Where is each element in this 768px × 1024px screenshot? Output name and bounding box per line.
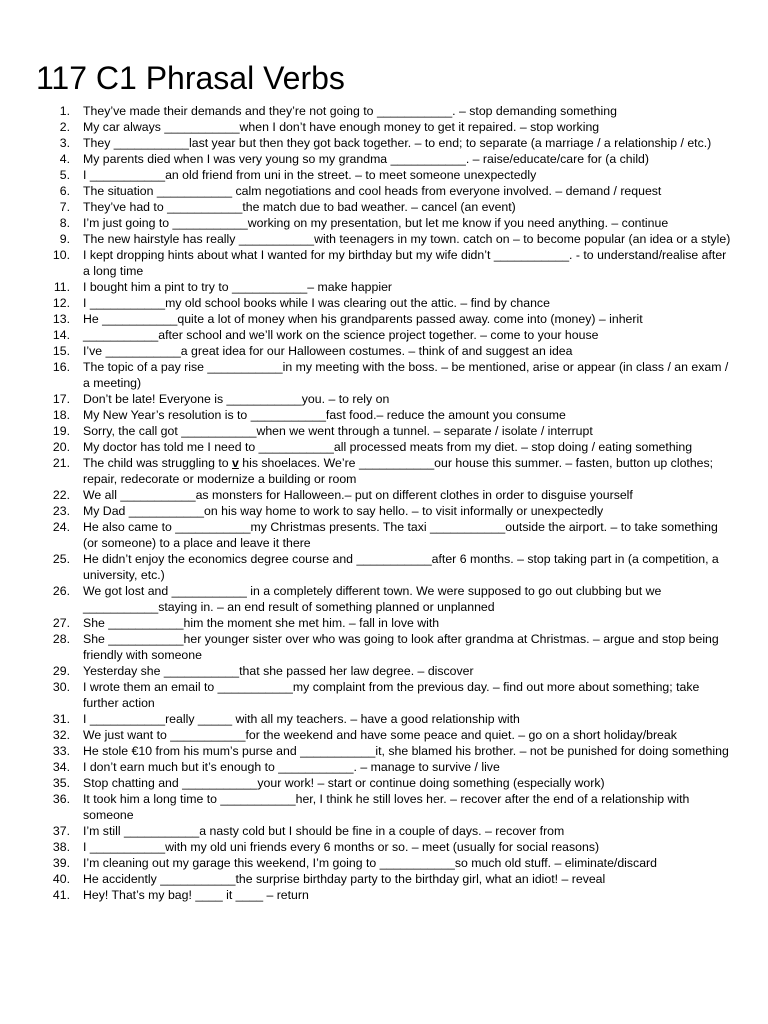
item-number: 30. — [52, 680, 70, 694]
item-number: 12. — [52, 296, 70, 310]
item-text: The child was struggling to v his shoelaces. We’re ___________our house this summer. – fasten, button up clothes; repair, redecorate or modernize a building or room — [83, 456, 714, 486]
item-number: 6. — [59, 184, 70, 198]
answer-blank: ___________ — [493, 248, 570, 262]
answer-blank: ___________ — [182, 776, 258, 790]
item-text: I don’t earn much but it’s enough to ___________. – manage to survive / live — [83, 760, 500, 774]
item-text: Stop chatting and ___________your work! – start or continue doing something (especially work) — [83, 776, 605, 790]
item-number: 27. — [52, 616, 70, 630]
item-number: 41. — [52, 888, 70, 902]
item-number: 35. — [52, 776, 70, 790]
answer-blank: ___________ — [207, 360, 283, 374]
item-text: Sorry, the call got ___________when we went through a tunnel. – separate / isolate / interrupt — [83, 424, 593, 438]
answer-blank: ___________ — [124, 824, 200, 838]
answer-blank: ___________ — [108, 616, 184, 630]
answer-blank: ___________ — [217, 680, 293, 694]
exercise-item — [46, 583, 736, 615]
item-number: 13. — [52, 312, 70, 326]
exercise-item — [46, 855, 736, 871]
underlined-letter: v — [232, 456, 239, 470]
item-text: I’m cleaning out my garage this weekend, I’m going to ___________so much old stuff. – eliminate/discard — [83, 856, 657, 870]
item-text: Hey! That’s my bag! ____ it ____ – return — [83, 888, 309, 902]
answer-blank: ___________ — [156, 184, 233, 198]
item-text: He accidently ___________the surprise birthday party to the birthday girl, what an idiot! – reveal — [83, 872, 606, 886]
item-text: He also came to ___________my Christmas presents. The taxi ___________outside the airport. – to take something (or someone) to a place and leave it there — [83, 520, 718, 550]
item-number: 23. — [52, 504, 70, 518]
item-text: They ___________last year but then they got back together. – to end; to separate (a marriage / a relationship / etc.) — [83, 136, 712, 150]
answer-blank: ___________ — [390, 152, 466, 166]
exercise-item — [46, 887, 736, 903]
item-number: 10. — [52, 248, 70, 262]
item-number: 7. — [59, 200, 70, 214]
item-number: 28. — [52, 632, 70, 646]
item-number: 19. — [52, 424, 70, 438]
exercise-item — [46, 503, 736, 519]
answer-blank: ___________ — [238, 232, 315, 246]
exercise-item — [46, 743, 736, 759]
item-number: 21. — [52, 456, 70, 470]
item-text: I ___________an old friend from uni in the street. – to meet someone unexpectedly — [83, 168, 537, 182]
answer-blank: ___________ — [89, 712, 166, 726]
exercise-item — [46, 103, 736, 119]
item-number: 38. — [52, 840, 70, 854]
exercise-item — [46, 823, 736, 839]
item-number: 34. — [52, 760, 70, 774]
answer-blank: ____ — [235, 888, 264, 902]
item-text: I ___________my old school books while I was clearing out the attic. – find by chance — [83, 296, 550, 310]
exercise-item — [46, 455, 736, 487]
item-text: He ___________quite a lot of money when his grandparents passed away. come into (money) – inherit — [83, 312, 643, 326]
exercise-list — [46, 103, 736, 903]
item-number: 29. — [52, 664, 70, 678]
item-number: 17. — [52, 392, 70, 406]
item-text: She ___________him the moment she met him. – fall in love with — [83, 616, 440, 630]
exercise-item — [46, 247, 736, 279]
exercise-item — [46, 663, 736, 679]
exercise-item — [46, 759, 736, 775]
answer-blank: ___________ — [376, 104, 453, 118]
item-text: I’m still ___________a nasty cold but I should be fine in a couple of days. – recover from — [83, 824, 565, 838]
exercise-item — [46, 839, 736, 855]
exercise-item — [46, 775, 736, 791]
item-text: My parents died when I was very young so my grandma ___________. – raise/educate/care for (a child) — [83, 152, 649, 166]
answer-blank: ___________ — [226, 392, 302, 406]
exercise-item — [46, 199, 736, 215]
answer-blank: ___________ — [181, 424, 257, 438]
page-title: 117 C1 Phrasal Verbs — [36, 60, 345, 96]
item-text: ___________after school and we’ll work on the science project together. – come to your house — [83, 328, 599, 342]
item-text: Don’t be late! Everyone is ___________you. – to rely on — [83, 392, 390, 406]
item-text: The new hairstyle has really ___________with teenagers in my town. catch on – to become popular (an idea or a style) — [83, 232, 731, 246]
exercise-item — [46, 487, 736, 503]
exercise-item — [46, 183, 736, 199]
item-number: 26. — [52, 584, 70, 598]
answer-blank: ___________ — [89, 168, 166, 182]
exercise-item — [46, 727, 736, 743]
item-text: We all ___________as monsters for Halloween.– put on different clothes in order to disguise yourself — [83, 488, 633, 502]
item-text: The topic of a pay rise ___________in my meeting with the boss. – be mentioned, arise or appear (in class / an exam / a meeting) — [83, 360, 729, 390]
item-text: Yesterday she ___________that she passed her law degree. – discover — [83, 664, 474, 678]
answer-blank: ___________ — [220, 792, 296, 806]
item-number: 40. — [52, 872, 70, 886]
item-number: 16. — [52, 360, 70, 374]
answer-blank: ___________ — [120, 488, 196, 502]
answer-blank: ___________ — [379, 856, 455, 870]
answer-blank: ___________ — [83, 600, 159, 614]
item-number: 20. — [52, 440, 70, 454]
answer-blank: ___________ — [300, 744, 376, 758]
item-number: 14. — [52, 328, 70, 342]
item-text: We just want to ___________for the weekend and have some peace and quiet. – go on a short holiday/break — [83, 728, 677, 742]
item-text: The situation ___________ calm negotiations and cool heads from everyone involved. – demand / request — [83, 184, 662, 198]
exercise-item — [46, 295, 736, 311]
answer-blank: ___________ — [278, 760, 354, 774]
exercise-item — [46, 551, 736, 583]
answer-blank: ___________ — [430, 520, 506, 534]
answer-blank: ____ — [195, 888, 223, 902]
exercise-item — [46, 423, 736, 439]
answer-blank: ___________ — [250, 408, 326, 422]
item-number: 33. — [52, 744, 70, 758]
answer-blank: ___________ — [172, 216, 248, 230]
exercise-item — [46, 519, 736, 551]
item-number: 15. — [52, 344, 70, 358]
item-text: I ___________with my old uni friends every 6 months or so. – meet (usually for social reasons) — [83, 840, 600, 854]
exercise-item — [46, 711, 736, 727]
answer-blank: ___________ — [102, 312, 178, 326]
item-text: My doctor has told me I need to ___________all processed meats from my diet. – stop doing / eating something — [83, 440, 693, 454]
item-number: 11. — [53, 280, 70, 294]
answer-blank: ___________ — [113, 136, 189, 150]
item-text: My Dad ___________on his way home to work to say hello. – to visit informally or unexpectedly — [83, 504, 604, 518]
item-text: I kept dropping hints about what I wanted for my birthday but my wife didn’t ___________. - to understand/realise after a long time — [83, 248, 727, 278]
answer-blank: ___________ — [89, 296, 166, 310]
exercise-item — [46, 439, 736, 455]
exercise-item — [46, 391, 736, 407]
item-number: 2. — [59, 120, 70, 134]
item-text: I ___________really _____ with all my teachers. – have a good relationship with — [83, 712, 520, 726]
item-number: 18. — [52, 408, 70, 422]
answer-blank: ___________ — [167, 200, 243, 214]
answer-blank: ___________ — [358, 456, 435, 470]
item-text: He didn’t enjoy the economics degree course and ___________after 6 months. – stop taking part in (a competition, a university, etc.) — [83, 552, 719, 582]
item-text: He stole €10 from his mum’s purse and ___________it, she blamed his brother. – not be punished for doing something — [83, 744, 729, 758]
item-text: I bought him a pint to try to ___________– make happier — [83, 280, 393, 294]
answer-blank: ___________ — [170, 728, 246, 742]
answer-blank: ___________ — [356, 552, 432, 566]
answer-blank: ___________ — [83, 328, 159, 342]
item-text: My New Year’s resolution is to ___________fast food.– reduce the amount you consume — [83, 408, 566, 422]
answer-blank: ___________ — [175, 520, 251, 534]
answer-blank: _____ — [197, 712, 233, 726]
item-text: My car always ___________when I don’t have enough money to get it repaired. – stop working — [83, 120, 600, 134]
answer-blank: ___________ — [163, 664, 240, 678]
exercise-item — [46, 679, 736, 711]
item-text: I wrote them an email to ___________my complaint from the previous day. – find out more about something; take further action — [83, 680, 700, 710]
exercise-item — [46, 327, 736, 343]
item-number: 31. — [52, 712, 70, 726]
exercise-item — [46, 215, 736, 231]
item-number: 25. — [52, 552, 70, 566]
exercise-item — [46, 135, 736, 151]
exercise-item — [46, 279, 736, 295]
item-text: It took him a long time to ___________her, I think he still loves her. – recover after the end of a relationship with someone — [83, 792, 690, 822]
item-text: I’ve ___________a great idea for our Halloween costumes. – think of and suggest an idea — [83, 344, 573, 358]
item-number: 5. — [59, 168, 70, 182]
exercise-item — [46, 791, 736, 823]
exercise-item — [46, 359, 736, 391]
answer-blank: ___________ — [160, 872, 236, 886]
item-number: 3. — [59, 136, 70, 150]
exercise-item — [46, 407, 736, 423]
item-text: I’m just going to ___________working on my presentation, but let me know if you need anything. – continue — [83, 216, 669, 230]
item-number: 4. — [59, 152, 70, 166]
item-number: 39. — [52, 856, 70, 870]
item-number: 1. — [59, 104, 70, 118]
exercise-item — [46, 615, 736, 631]
answer-blank: ___________ — [108, 632, 184, 646]
answer-blank: ___________ — [258, 440, 334, 454]
exercise-item — [46, 311, 736, 327]
exercise-item — [46, 231, 736, 247]
answer-blank: ___________ — [105, 344, 181, 358]
item-text: They’ve had to ___________the match due to bad weather. – cancel (an event) — [83, 200, 516, 214]
answer-blank: ___________ — [171, 584, 247, 598]
item-number: 22. — [52, 488, 70, 502]
item-number: 37. — [52, 824, 70, 838]
item-number: 9. — [59, 232, 70, 246]
exercise-item — [46, 151, 736, 167]
item-number: 8. — [59, 216, 70, 230]
item-number: 36. — [52, 792, 70, 806]
item-text: She ___________her younger sister over who was going to look after grandma at Christmas. – argue and stop being friendly with someone — [83, 632, 719, 662]
answer-blank: ___________ — [232, 280, 308, 294]
item-number: 24. — [52, 520, 70, 534]
answer-blank: ___________ — [89, 840, 166, 854]
item-text: They’ve made their demands and they’re not going to ___________. – stop demanding something — [83, 104, 617, 118]
exercise-item — [46, 167, 736, 183]
answer-blank: ___________ — [128, 504, 205, 518]
exercise-item — [46, 631, 736, 663]
item-text: We got lost and ___________ in a completely different town. We were supposed to go out clubbing but we ___________staying in. – an end result of something planned or unplanned — [83, 584, 662, 614]
exercise-item — [46, 119, 736, 135]
exercise-item — [46, 871, 736, 887]
answer-blank: ___________ — [164, 120, 240, 134]
exercise-item — [46, 343, 736, 359]
item-number: 32. — [52, 728, 70, 742]
